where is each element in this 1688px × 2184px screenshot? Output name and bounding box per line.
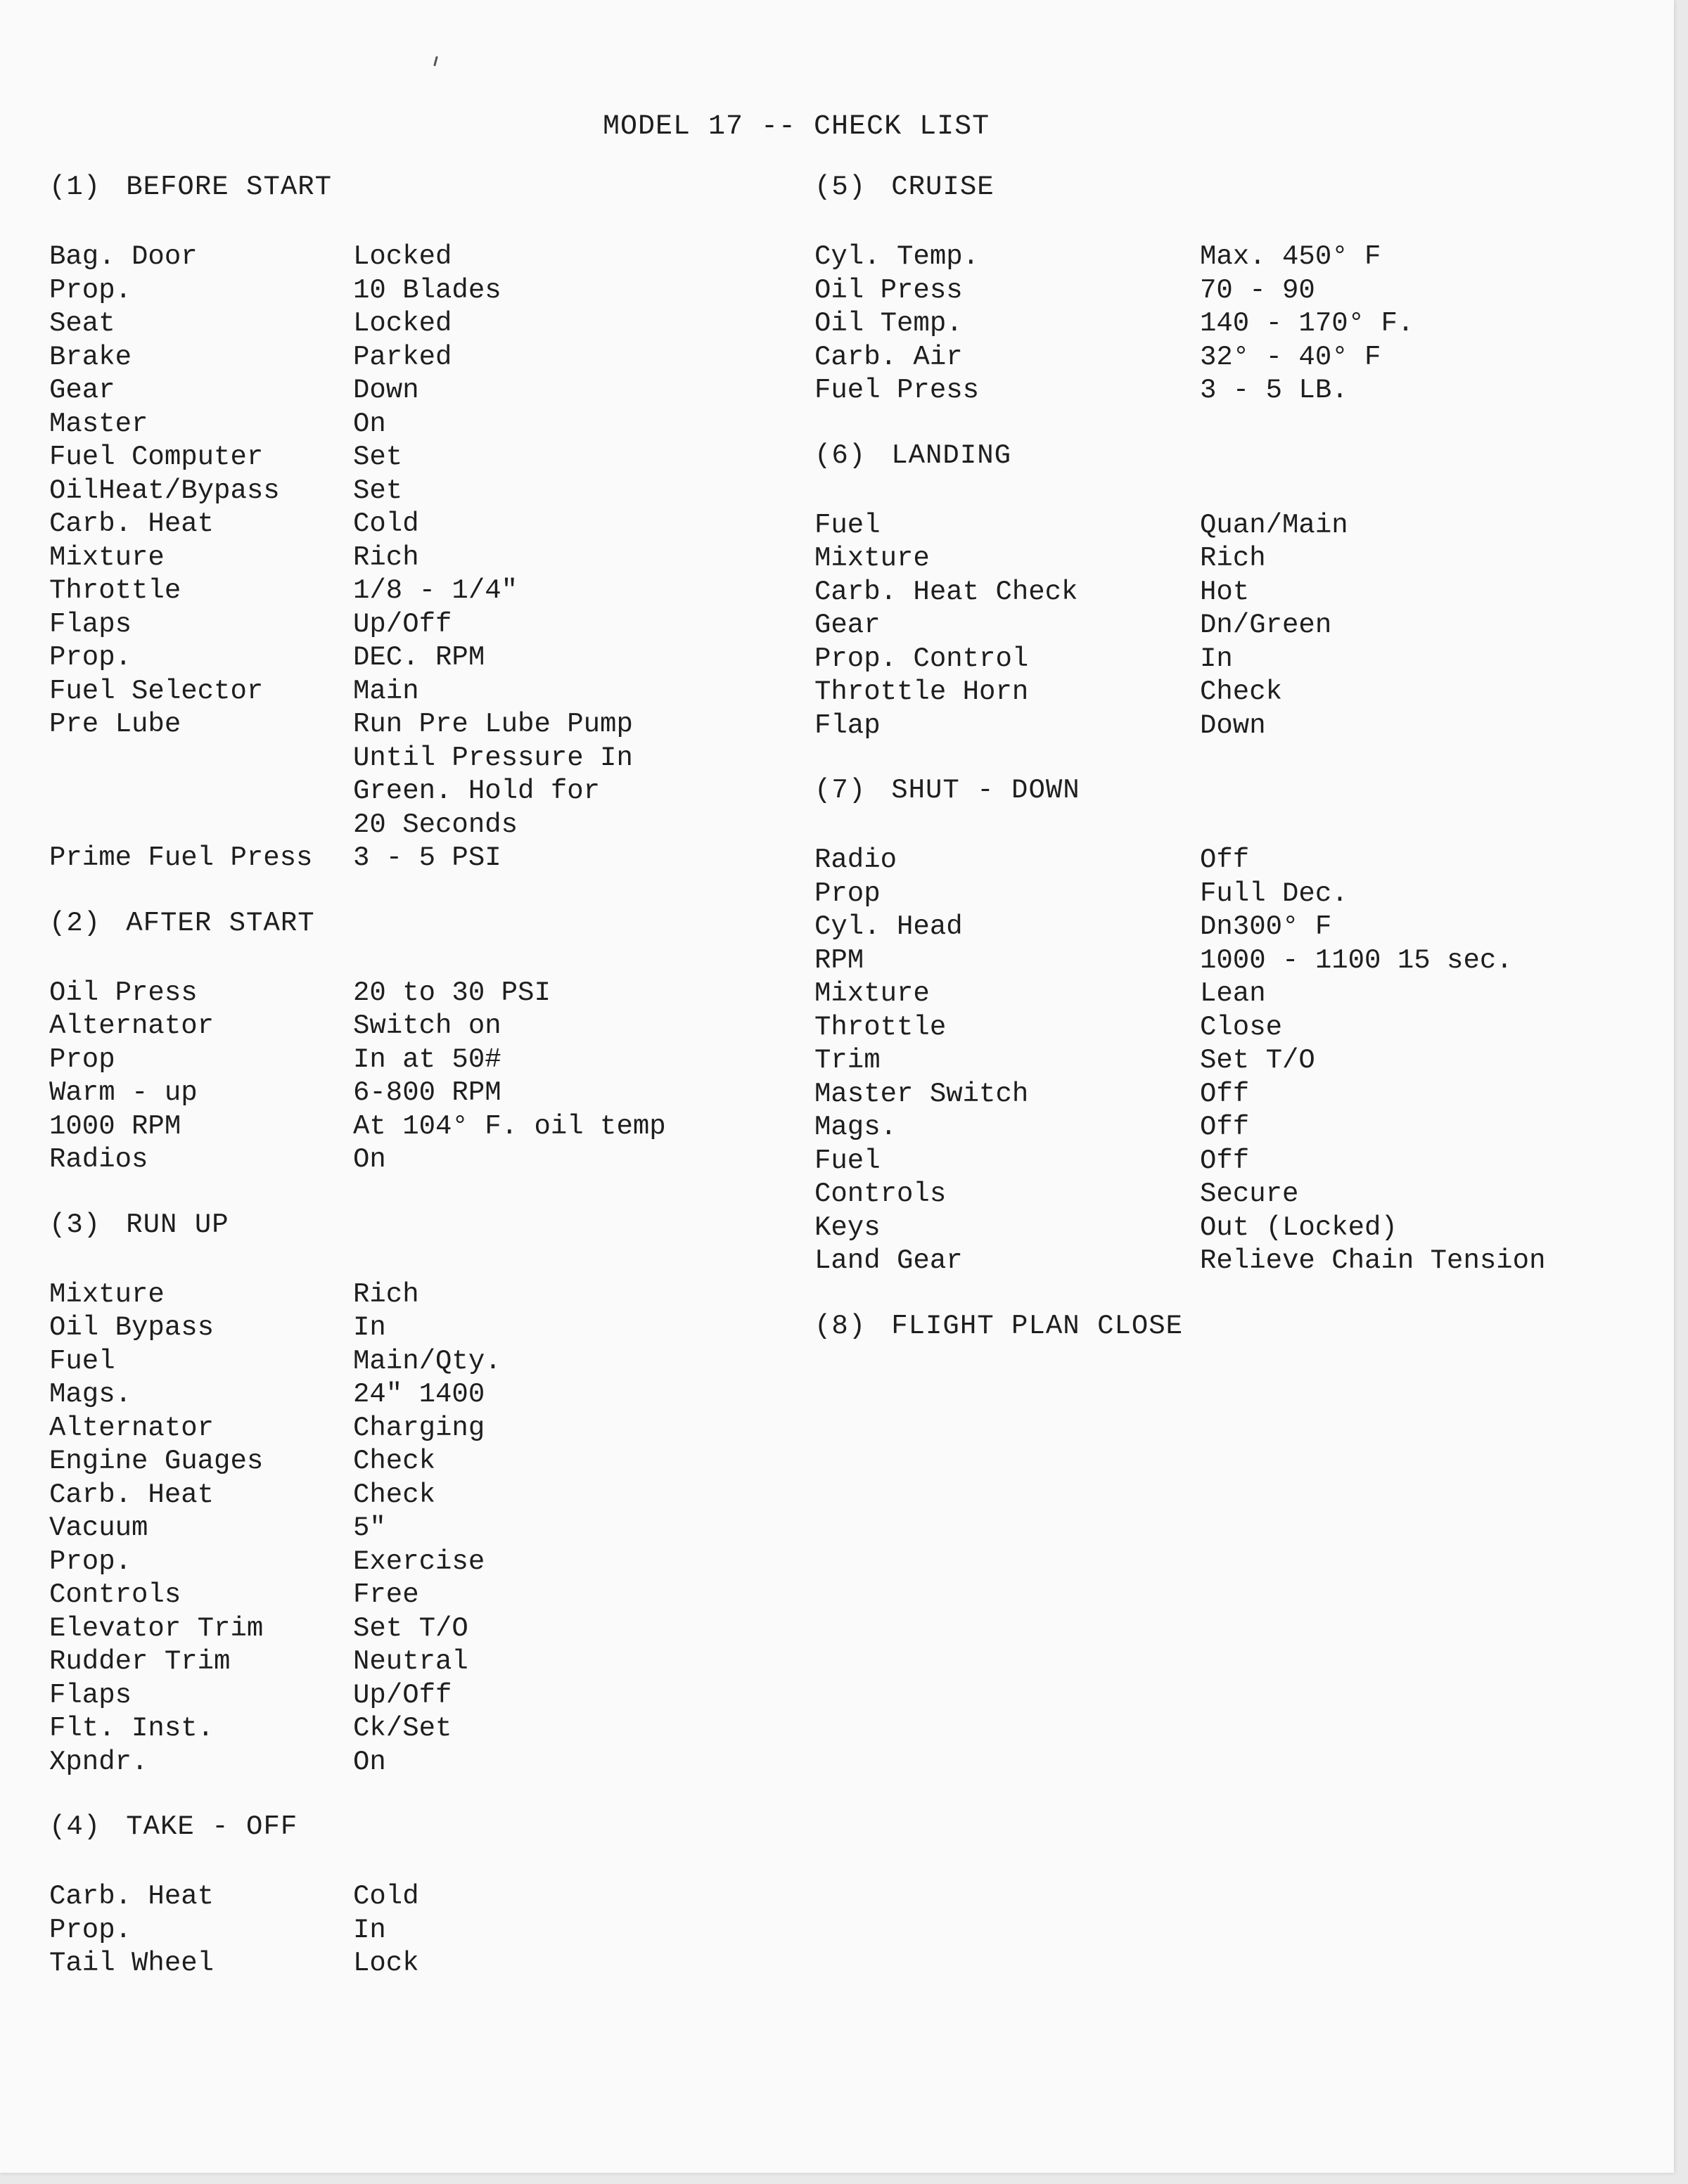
item-value: Switch on [353,1010,501,1041]
item-value: Out (Locked) [1200,1212,1398,1243]
item-value: On [353,1144,386,1175]
checklist-item [49,1445,802,1479]
item-value: Check [1200,676,1283,707]
item-name: Fuel Press [814,375,980,406]
item-name: Carb. Heat [49,1881,215,1912]
item-name: Rudder Trim [49,1646,231,1677]
checklist-item [49,341,802,375]
item-name: Prop. [49,1546,132,1577]
item-value: Locked [353,241,452,272]
item-value: Parked [353,341,452,373]
item-name: Fuel [814,1145,881,1176]
item-value: Check [353,1479,436,1510]
item-name: Flaps [49,608,132,640]
checklist-item [814,1111,1644,1145]
checklist-item [814,274,1644,308]
item-name: Carb. Heat [49,1479,215,1510]
checklist-item [49,675,802,709]
item-name: Radios [49,1144,148,1175]
item-value: 3 - 5 LB. [1200,375,1348,406]
checklist-item [814,911,1644,944]
section-heading [49,1811,802,1842]
section-heading [814,1311,1644,1342]
section-title: RUN UP [126,1209,229,1240]
item-name: Controls [814,1178,947,1209]
checklist-item [814,307,1644,341]
item-value: Rich [1200,543,1266,574]
checklist-item [49,1712,802,1746]
item-value: Full Dec. [1200,878,1348,909]
checklist-item [814,1011,1644,1045]
paper-mark [433,56,438,66]
checklist-item [814,977,1644,1011]
item-name: Fuel Selector [49,675,264,707]
item-name: RPM [814,944,864,976]
item-value: In [353,1914,386,1946]
item-name: Prop. Control [814,643,1029,674]
section-number: (7) [814,775,867,806]
checklist-item [814,1145,1644,1178]
item-name: Controls [49,1579,181,1610]
item-name: Pre Lube [49,709,181,740]
item-name: Gear [49,375,115,406]
checklist-item [49,1311,802,1345]
item-value: 32° - 40° F [1200,341,1381,373]
item-name: Fuel [49,1345,115,1377]
checklist-section [49,1811,802,1981]
checklist-item [49,1010,802,1043]
item-value: Neutral [353,1646,468,1677]
item-value: Lock [353,1948,419,1979]
checklist-item [814,341,1644,375]
item-name: Tail Wheel [49,1948,215,1979]
item-name: Cyl. Temp. [814,241,980,272]
item-value: Off [1200,844,1250,875]
item-name: Mixture [814,978,930,1009]
section-title: FLIGHT PLAN CLOSE [891,1310,1184,1342]
item-value: Main/Qty. [353,1345,501,1377]
section-title: SHUT - DOWN [891,775,1080,806]
item-name: Land Gear [814,1245,963,1276]
checklist-item [49,1546,802,1579]
item-name: Fuel Computer [49,442,264,473]
item-value: 140 - 170° F. [1200,308,1414,339]
item-name: Prop. [49,642,132,673]
item-name: Oil Press [814,274,963,306]
checklist-item [49,1645,802,1679]
section-number: (6) [814,439,867,471]
right-column [814,172,1644,1380]
checklist-item [49,408,802,442]
page-title: MODEL 17 -- CHECK LIST [603,111,990,143]
item-value: 5" [353,1512,386,1543]
item-name: Elevator Trim [49,1612,264,1644]
item-name: Oil Press [49,977,198,1008]
checklist-item [49,842,802,875]
checklist-item [49,1579,802,1612]
checklist-section [49,172,802,875]
item-value: Free [353,1579,419,1610]
checklist-item [49,1278,802,1312]
item-value: Set T/O [1200,1045,1315,1076]
item-value: In [1200,643,1233,674]
item-name: Mags. [49,1379,132,1410]
item-value: 1/8 - 1/4" [353,575,518,606]
item-value: Up/Off [353,608,452,640]
item-value: Set T/O [353,1612,468,1644]
section-heading [814,172,1644,203]
item-value: 20 to 30 PSI [353,977,551,1008]
item-name: Throttle Horn [814,676,1029,707]
item-value: Main [353,675,419,707]
item-name: Oil Temp. [814,308,963,339]
item-value: Down [353,375,419,406]
item-value: Dn/Green [1200,610,1332,641]
section-heading [49,908,802,939]
checklist-item [49,441,802,475]
item-name: Master Switch [814,1078,1029,1110]
checklist-item [49,1947,802,1981]
section-number: (8) [814,1310,867,1342]
item-name: Prop [49,1043,115,1075]
checklist-item [49,1378,802,1412]
section-title: AFTER START [126,907,315,939]
item-name: Mags. [814,1112,897,1143]
item-value: Dn300° F [1200,911,1332,942]
item-name: Trim [814,1045,881,1076]
item-name: 1000 RPM [49,1110,181,1142]
checklist-item [814,374,1644,408]
checklist-item [814,1245,1644,1278]
item-name: Prop. [49,274,132,306]
checklist-item [814,643,1644,676]
section-heading [49,1209,802,1240]
checklist-item [49,574,802,608]
item-name: Fuel [814,509,881,541]
item-value: On [353,1746,386,1778]
checklist-item [49,1345,802,1379]
section-number: (3) [49,1209,101,1240]
checklist-item [814,240,1644,274]
checklist-section [49,1209,802,1780]
item-value: Cold [353,508,419,539]
item-name: Prop [814,878,881,909]
item-name: Prop. [49,1914,132,1946]
item-value: In at 50# [353,1043,501,1075]
checklist-item [49,1512,802,1546]
section-heading [814,775,1644,806]
item-value: Charging [353,1412,485,1444]
checklist-item [814,1212,1644,1245]
section-heading [49,172,802,203]
item-name: Oil Bypass [49,1312,215,1343]
item-value: Off [1200,1112,1250,1143]
checklist-item [49,1043,802,1077]
item-value: Hot [1200,576,1250,608]
checklist-item [814,542,1644,576]
checklist-item [49,1110,802,1144]
checklist-item [49,708,802,842]
item-value: 10 Blades [353,274,501,306]
item-value: Down [1200,709,1266,741]
section-title: LANDING [891,439,1012,471]
item-name: Engine Guages [49,1446,264,1477]
item-name: Carb. Heat Check [814,576,1078,608]
checklist-item [49,475,802,508]
item-value: Set [353,475,403,506]
checklist-item [49,240,802,274]
item-value: DEC. RPM [353,642,485,673]
item-name: Master [49,408,148,439]
item-name: Flap [814,709,881,741]
section-title: BEFORE START [126,172,333,203]
item-value: In [353,1312,386,1343]
checklist-item [49,1479,802,1512]
section-number: (2) [49,907,101,939]
item-name: Carb. Air [814,341,963,373]
checklist-item [814,844,1644,878]
checklist-item [49,274,802,308]
item-name: Vacuum [49,1512,148,1543]
item-value: Off [1200,1145,1250,1176]
checklist-item [49,541,802,575]
checklist-item [49,1679,802,1713]
item-value: Max. 450° F [1200,241,1381,272]
item-name: Warm - up [49,1077,198,1108]
item-value: Set [353,442,403,473]
item-value: Cold [353,1881,419,1912]
checklist-item [814,944,1644,978]
item-value: Exercise [353,1546,485,1577]
item-value: Quan/Main [1200,509,1348,541]
item-value: Close [1200,1011,1283,1043]
checklist-section [814,172,1644,408]
item-value: 1000 - 1100 15 sec. [1200,944,1513,976]
checklist-item [814,1078,1644,1112]
item-name: Radio [814,844,897,875]
checklist-item [814,576,1644,610]
item-name: Keys [814,1212,881,1243]
item-value: Off [1200,1078,1250,1110]
item-name: Throttle [814,1011,947,1043]
item-value: 24" 1400 [353,1379,485,1410]
item-name: Xpndr. [49,1746,148,1778]
section-title: CRUISE [891,172,995,203]
item-name: OilHeat/Bypass [49,475,280,506]
item-name: Flaps [49,1679,132,1711]
item-value: 3 - 5 PSI [353,842,501,873]
checklist-section [814,440,1644,743]
checklist-item [49,1612,802,1646]
item-name: Brake [49,341,132,373]
checklist-item [49,1914,802,1948]
item-value: 70 - 90 [1200,274,1315,306]
item-name: Throttle [49,575,181,606]
section-number: (1) [49,172,101,203]
section-number: (4) [49,1811,101,1842]
item-value: Up/Off [353,1679,452,1711]
item-value: Relieve Chain Tension [1200,1245,1546,1276]
item-value: Secure [1200,1178,1299,1209]
item-value: Lean [1200,978,1266,1009]
checklist-item [49,374,802,408]
item-name: Flt. Inst. [49,1713,215,1744]
left-column [49,172,802,2013]
checklist-item [814,878,1644,911]
item-value: Ck/Set [353,1713,452,1744]
section-heading [814,440,1644,471]
item-name: Alternator [49,1010,215,1041]
checklist-item [49,1880,802,1914]
item-name: Bag. Door [49,241,198,272]
item-value: Check [353,1446,436,1477]
checklist-section [814,775,1644,1278]
item-value: Rich [353,541,419,573]
item-name: Mixture [49,541,165,573]
section-number: (5) [814,172,867,203]
item-value: On [353,408,386,439]
checklist-item [814,1178,1644,1212]
item-name: Prime Fuel Press [49,842,313,873]
checklist-item [49,641,802,675]
checklist-item [49,307,802,341]
item-value: 6-800 RPM [353,1077,501,1108]
checklist-item [814,1044,1644,1078]
item-value: At 104° F. oil temp [353,1110,666,1142]
checklist-item [814,709,1644,743]
section-title: TAKE - OFF [126,1811,298,1842]
checklist-item [814,509,1644,543]
item-name: Alternator [49,1412,215,1444]
item-name: Carb. Heat [49,508,215,539]
checklist-item [49,1143,802,1177]
item-value: Run Pre Lube Pump Until Pressure In Green. Hold for 20 Seconds [353,709,633,840]
checklist-item [49,508,802,541]
checklist-section [814,1311,1644,1342]
item-name: Gear [814,610,881,641]
checklist-item [49,1412,802,1446]
item-value: Locked [353,308,452,339]
checklist-item [814,609,1644,643]
item-name: Cyl. Head [814,911,963,942]
item-name: Mixture [814,543,930,574]
checklist-item [49,608,802,642]
item-name: Mixture [49,1278,165,1310]
checklist-item [49,1746,802,1780]
checklist-section [49,908,802,1177]
checklist-item [49,1077,802,1110]
item-name: Seat [49,308,115,339]
checklist-item [814,676,1644,709]
item-value: Rich [353,1278,419,1310]
checklist-item [49,977,802,1010]
